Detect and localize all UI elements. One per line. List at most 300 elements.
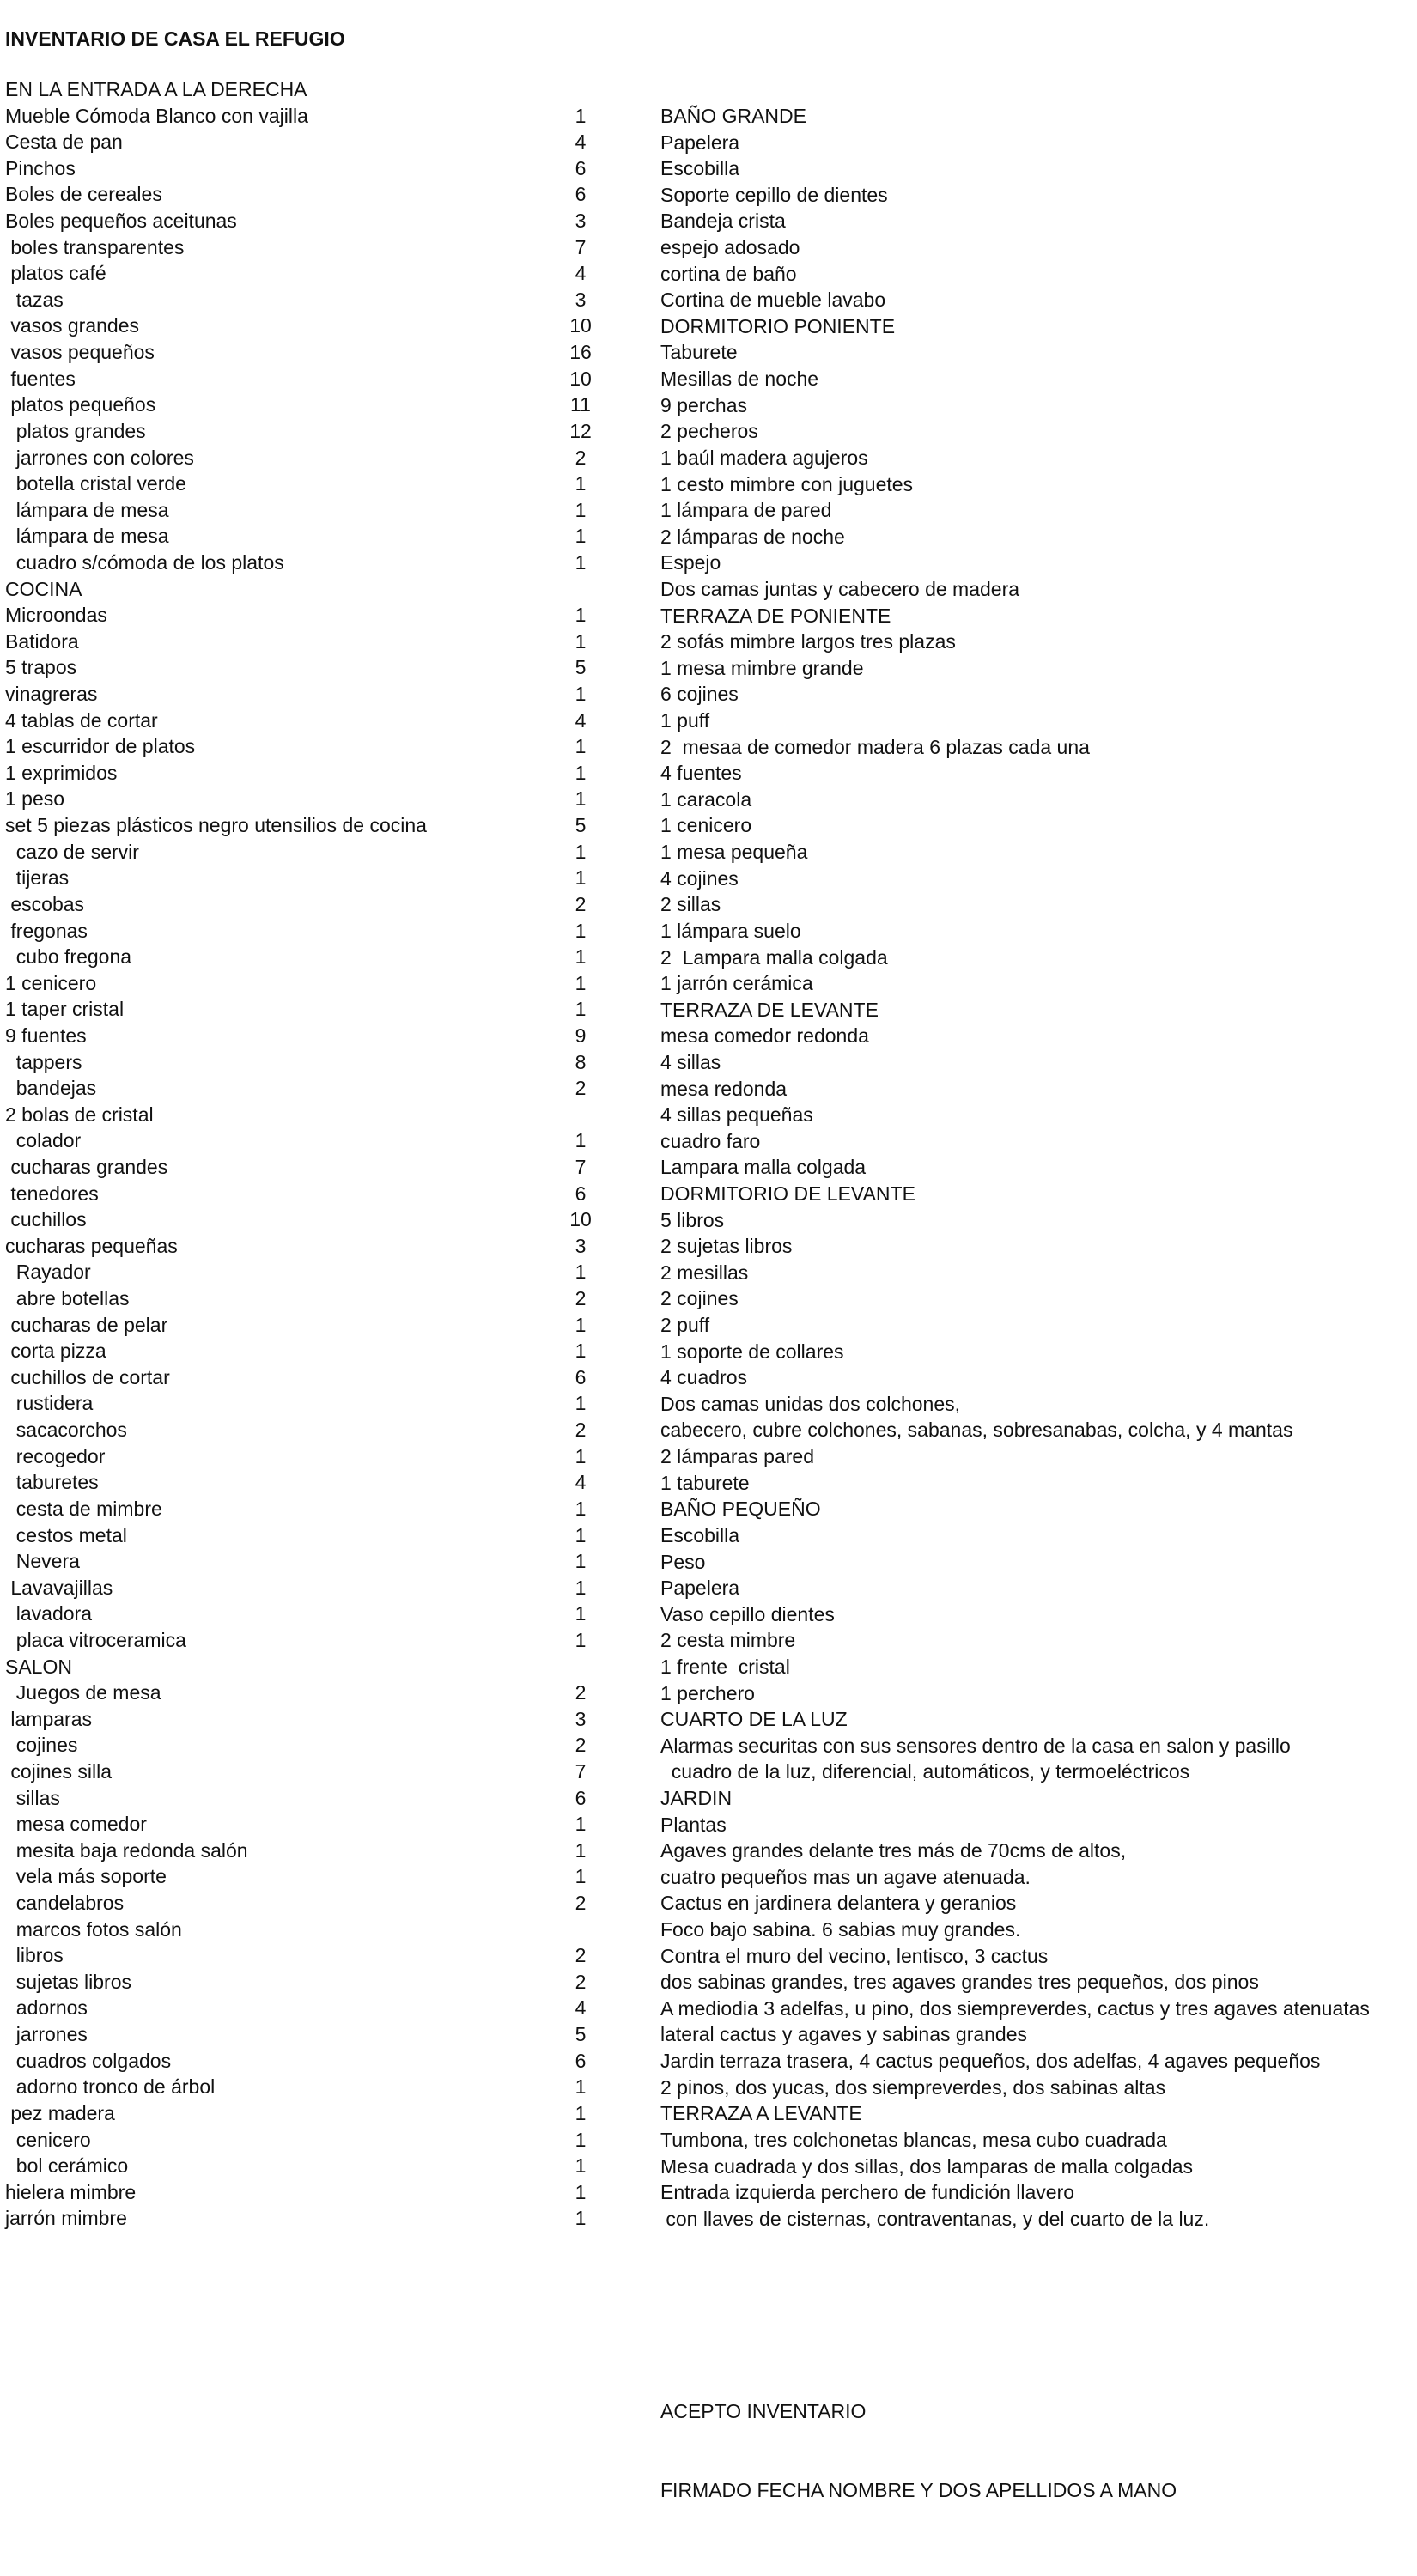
inventory-row: [660, 603, 1416, 629]
item-name: botella cristal verde: [5, 472, 186, 495]
inventory-row: [660, 1522, 1416, 1549]
item-name: CUARTO DE LA LUZ: [660, 1708, 848, 1731]
inventory-row: [660, 1654, 1416, 1680]
item-quantity: 1: [575, 1261, 587, 1284]
item-quantity: 1: [575, 2101, 587, 2124]
item-quantity: 1: [575, 1813, 587, 1836]
inventory-row: [5, 1206, 623, 1233]
item-name: jarrón mimbre: [5, 2207, 127, 2230]
item-name: 2 sujetas libros: [660, 1235, 793, 1258]
inventory-row: [5, 1863, 623, 1890]
item-quantity: 1: [575, 2075, 587, 2099]
item-name: 2 cojines: [660, 1287, 739, 1310]
inventory-row: [660, 130, 1416, 156]
inventory-row: [5, 2021, 623, 2048]
item-name: Juegos de mesa: [5, 1681, 161, 1704]
item-name: Batidora: [5, 629, 79, 653]
item-name: DORMITORIO PONIENTE: [660, 314, 896, 337]
item-name: vela más soporte: [5, 1865, 167, 1888]
item-name: lámpara de mesa: [5, 498, 169, 521]
inventory-row: [660, 155, 1416, 182]
item-name: COCINA: [5, 577, 82, 600]
item-quantity: 2: [575, 1681, 587, 1704]
inventory-row: [5, 1575, 623, 1601]
item-quantity: 5: [575, 814, 587, 837]
inventory-row: [660, 1154, 1416, 1181]
item-quantity: 9: [575, 1024, 587, 1047]
item-name: vasos grandes: [5, 314, 139, 337]
inventory-row: [660, 655, 1416, 682]
item-name: Contra el muro del vecino, lentisco, 3 cactus: [660, 1944, 1049, 1967]
item-name: DORMITORIO DE LEVANTE: [660, 1182, 915, 1205]
inventory-row: [5, 2074, 623, 2100]
inventory-row: [660, 1049, 1416, 1076]
item-name: 2 pecheros: [660, 420, 758, 443]
item-name: 9 fuentes: [5, 1024, 87, 1047]
item-name: 2 lámparas de noche: [660, 525, 845, 548]
item-name: cuadro s/cómoda de los platos: [5, 550, 284, 574]
item-quantity: 1: [575, 866, 587, 890]
inventory-row: [660, 2100, 1416, 2127]
item-name: Alarmas securitas con sus sensores dentro de la casa en salon y pasillo: [660, 1734, 1291, 1757]
item-quantity: 2: [575, 1287, 587, 1310]
item-quantity: 1: [575, 683, 587, 706]
inventory-row: [660, 392, 1416, 419]
item-quantity: 1: [575, 1523, 587, 1546]
inventory-row: [5, 1811, 623, 1838]
item-quantity: 1: [575, 2154, 587, 2178]
item-name: platos pequeños: [5, 393, 156, 416]
item-name: 5 libros: [660, 1208, 725, 1231]
item-name: candelabros: [5, 1892, 125, 1915]
inventory-row: [660, 1128, 1416, 1155]
item-quantity: 2: [575, 1734, 587, 1757]
inventory-row: [5, 1759, 623, 1785]
item-name: Cesta de pan: [5, 131, 123, 154]
inventory-row: [5, 681, 623, 708]
item-name: cesta de mimbre: [5, 1497, 162, 1520]
inventory-row: [5, 733, 623, 760]
item-name: 5 trapos: [5, 656, 77, 679]
item-name: cuatro pequeños mas un agave atenuada.: [660, 1865, 1031, 1888]
item-name: bandejas: [5, 1077, 97, 1100]
item-quantity: 1: [575, 1340, 587, 1363]
inventory-row: [660, 2154, 1416, 2180]
item-name: Mesa cuadrada y dos sillas, dos lamparas de malla colgadas: [660, 2154, 1194, 2178]
inventory-row: [660, 708, 1416, 734]
inventory-row: [5, 550, 623, 576]
item-name: recogedor: [5, 1444, 106, 1467]
item-name: Plantas: [660, 1813, 727, 1836]
item-name: Peso: [660, 1550, 706, 1573]
inventory-row: [660, 1207, 1416, 1234]
inventory-row: [5, 1233, 623, 1260]
item-quantity: 1: [575, 1444, 587, 1467]
item-name: 1 taper cristal: [5, 998, 125, 1021]
item-name: mesa comedor: [5, 1813, 147, 1836]
inventory-row: [660, 1996, 1416, 2022]
inventory-row: [5, 1732, 623, 1759]
item-name: Lampara malla colgada: [660, 1156, 867, 1179]
item-quantity: 1: [575, 1576, 587, 1599]
inventory-row: [5, 839, 623, 866]
inventory-row: [5, 2179, 623, 2206]
inventory-row: [660, 1785, 1416, 1812]
signature-instruction-text: FIRMADO FECHA NOMBRE Y DOS APELLIDOS A MANO: [660, 2479, 1177, 2501]
item-name: 4 sillas pequeñas: [660, 1103, 813, 1127]
document-title: INVENTARIO DE CASA EL REFUGIO: [5, 27, 345, 50]
inventory-row: [660, 234, 1416, 261]
item-name: hielera mimbre: [5, 2180, 137, 2203]
inventory-row: [660, 1680, 1416, 1707]
inventory-row: [5, 1469, 623, 1496]
inventory-row: [5, 1443, 623, 1470]
inventory-row: [660, 2075, 1416, 2101]
inventory-row: [5, 445, 623, 471]
inventory-row: [660, 1969, 1416, 1996]
item-name: Entrada izquierda perchero de fundición llavero: [660, 2181, 1075, 2204]
inventory-row: [5, 1181, 623, 1207]
inventory-row: [5, 1680, 623, 1706]
item-name: 2 bolas de cristal: [5, 1103, 154, 1126]
item-name: 2 sofás mimbre largos tres plazas: [660, 630, 956, 653]
item-name: BAÑO GRANDE: [660, 105, 806, 127]
item-quantity: 1: [575, 550, 587, 574]
item-quantity: 6: [575, 183, 587, 206]
item-quantity: 3: [575, 1707, 587, 1730]
item-quantity: 2: [575, 1944, 587, 1967]
inventory-row: [660, 866, 1416, 892]
inventory-row: [660, 1706, 1416, 1733]
item-name: Boles pequeños aceitunas: [5, 210, 237, 233]
inventory-row: [5, 812, 623, 839]
inventory-row: [660, 812, 1416, 839]
item-name: placa vitroceramica: [5, 1628, 186, 1651]
item-quantity: 2: [575, 1419, 587, 1442]
inventory-row: [660, 1943, 1416, 1970]
inventory-row: [660, 524, 1416, 550]
inventory-row: [5, 129, 623, 155]
inventory-row: [5, 1522, 623, 1549]
item-quantity: 7: [575, 235, 587, 258]
inventory-row: [660, 629, 1416, 655]
inventory-row: [660, 1627, 1416, 1654]
item-quantity: 1: [575, 971, 587, 994]
item-name: marcos fotos salón: [5, 1917, 182, 1941]
item-name: tappers: [5, 1050, 82, 1073]
item-name: 1 perchero: [660, 1681, 755, 1704]
inventory-row: [5, 654, 623, 681]
inventory-row: [5, 576, 623, 603]
item-quantity: 3: [575, 1234, 587, 1257]
inventory-row: [5, 1654, 623, 1680]
item-name: sujetas libros: [5, 1970, 132, 1993]
inventory-row: [5, 1942, 623, 1969]
item-quantity: 1: [575, 1838, 587, 1862]
inventory-row: [660, 681, 1416, 708]
item-name: Boles de cereales: [5, 183, 162, 206]
item-name: 1 soporte de collares: [660, 1340, 844, 1363]
item-quantity: 3: [575, 288, 587, 311]
item-name: cuadros colgados: [5, 2049, 172, 2072]
item-quantity: 5: [575, 2023, 587, 2046]
item-name: 1 taburete: [660, 1471, 750, 1494]
item-name: Vaso cepillo dientes: [660, 1602, 835, 1625]
item-name: 1 baúl madera agujeros: [660, 446, 868, 469]
inventory-row: [5, 918, 623, 945]
item-quantity: 1: [575, 604, 587, 627]
item-name: Cortina de mueble lavabo: [660, 289, 886, 312]
item-name: jarrones con colores: [5, 446, 194, 469]
item-name: Dos camas juntas y cabecero de madera: [660, 577, 1020, 600]
item-name: Taburete: [660, 341, 738, 364]
inventory-row: [660, 261, 1416, 288]
inventory-row: [660, 418, 1416, 445]
item-name: cabecero, cubre colchones, sabanas, sobresanabas, colcha, y 4 mantas: [660, 1419, 1293, 1442]
item-name: abre botellas: [5, 1287, 130, 1310]
inventory-row: [5, 1075, 623, 1102]
item-name: cucharas pequeñas: [5, 1234, 178, 1257]
item-name: 1 puff: [660, 709, 710, 732]
item-name: lateral cactus y agaves y sabinas grandes: [660, 2023, 1028, 2046]
inventory-row: [660, 760, 1416, 787]
inventory-row: [660, 1023, 1416, 1049]
item-name: 2 mesaa de comedor madera 6 plazas cada una: [660, 735, 1090, 758]
inventory-row: [5, 2100, 623, 2127]
inventory-row: [5, 1023, 623, 1049]
item-name: cuchillos de cortar: [5, 1365, 170, 1388]
item-name: corta pizza: [5, 1340, 106, 1363]
inventory-row: [660, 2021, 1416, 2048]
item-quantity: 5: [575, 656, 587, 679]
item-name: con llaves de cisternas, contraventanas, y del cuarto de la luz.: [660, 2207, 1210, 2230]
item-name: 1 frente cristal: [660, 1655, 790, 1678]
item-quantity: 6: [575, 1182, 587, 1205]
inventory-row: [660, 313, 1416, 340]
item-name: 1 mesa pequeña: [660, 841, 808, 864]
inventory-row: [5, 418, 623, 445]
inventory-row: [5, 708, 623, 734]
item-name: 1 cenicero: [5, 971, 97, 994]
item-quantity: 1: [575, 1313, 587, 1336]
item-name: cuadro faro: [660, 1129, 761, 1152]
inventory-row: [5, 1706, 623, 1733]
item-quantity: 1: [575, 2128, 587, 2151]
inventory-row: [5, 1285, 623, 1312]
item-name: fregonas: [5, 919, 88, 942]
inventory-row: [5, 1049, 623, 1076]
item-name: cuadro de la luz, diferencial, automáticos, y termoeléctricos: [660, 1760, 1190, 1783]
item-name: Soporte cepillo de dientes: [660, 183, 888, 206]
item-name: sacacorchos: [5, 1419, 127, 1442]
item-name: Dos camas unidas dos colchones,: [660, 1392, 961, 1415]
item-name: tijeras: [5, 866, 70, 890]
inventory-row: [5, 392, 623, 418]
item-name: Papelera: [660, 1577, 740, 1600]
item-name: Bandeja crista: [660, 210, 786, 233]
item-name: adorno tronco de árbol: [5, 2075, 216, 2099]
item-quantity: 2: [575, 1892, 587, 1915]
inventory-row: [660, 1312, 1416, 1339]
inventory-row: [660, 1364, 1416, 1391]
inventory-row: [660, 1417, 1416, 1443]
inventory-row: [660, 2048, 1416, 2075]
inventory-row: [660, 2127, 1416, 2154]
item-name: mesa redonda: [660, 1077, 788, 1100]
inventory-row: [660, 918, 1416, 945]
item-quantity: 3: [575, 210, 587, 233]
item-quantity: 1: [575, 1628, 587, 1651]
item-name: lavadora: [5, 1602, 93, 1625]
item-name: cucharas grandes: [5, 1155, 168, 1178]
item-quantity: 4: [575, 1996, 587, 2020]
item-quantity: 4: [575, 708, 587, 732]
inventory-row: [660, 445, 1416, 471]
inventory-row: [660, 839, 1416, 866]
item-name: Mueble Cómoda Blanco con vajilla: [5, 104, 308, 127]
item-name: lamparas: [5, 1707, 92, 1730]
item-quantity: 1: [575, 525, 587, 548]
inventory-row: [660, 1601, 1416, 1628]
inventory-row: [660, 2179, 1416, 2206]
inventory-row: [660, 970, 1416, 997]
inventory-row: [5, 1312, 623, 1339]
item-name: cojines: [5, 1734, 78, 1757]
inventory-row: [5, 996, 623, 1023]
inventory-row: [5, 1548, 623, 1575]
inventory-row: [5, 1890, 623, 1917]
inventory-row: [660, 1917, 1416, 1943]
item-name: cestos metal: [5, 1523, 127, 1546]
inventory-row: [660, 208, 1416, 234]
item-name: 4 fuentes: [660, 762, 742, 785]
inventory-row: [5, 313, 623, 339]
item-quantity: 1: [575, 840, 587, 863]
inventory-row: [660, 1339, 1416, 1365]
inventory-row: [5, 523, 623, 550]
item-quantity: 1: [575, 787, 587, 811]
item-quantity: 4: [575, 1471, 587, 1494]
inventory-row: [5, 1338, 623, 1364]
item-name: Espejo: [660, 551, 721, 574]
inventory-row: [660, 2206, 1416, 2233]
item-quantity: 4: [575, 131, 587, 154]
item-quantity: 6: [575, 1365, 587, 1388]
item-name: Nevera: [5, 1550, 80, 1573]
inventory-row: [5, 1259, 623, 1285]
item-name: 1 peso: [5, 787, 65, 811]
item-name: dos sabinas grandes, tres agaves grandes tres pequeños, dos pinos: [660, 1971, 1259, 1994]
item-name: 1 exprimidos: [5, 761, 118, 784]
item-quantity: 1: [575, 1497, 587, 1520]
inventory-row: [5, 181, 623, 208]
item-name: cazo de servir: [5, 840, 139, 863]
item-name: Papelera: [660, 131, 740, 154]
inventory-row: [5, 103, 623, 130]
item-name: bol cerámico: [5, 2154, 129, 2178]
inventory-row: [5, 1364, 623, 1391]
item-name: 4 cojines: [660, 866, 739, 890]
inventory-row: [5, 76, 623, 103]
item-quantity: 6: [575, 156, 587, 179]
item-name: Mesillas de noche: [660, 368, 819, 391]
item-quantity: 8: [575, 1050, 587, 1073]
inventory-row: [660, 1470, 1416, 1497]
item-name: TERRAZA A LEVANTE: [660, 2102, 862, 2125]
item-quantity: 1: [575, 104, 587, 127]
item-name: espejo adosado: [660, 236, 800, 259]
item-quantity: 1: [575, 1865, 587, 1888]
inventory-row: [5, 1417, 623, 1443]
inventory-row: [5, 2205, 623, 2232]
item-quantity: 1: [575, 1129, 587, 1152]
item-name: cuchillos: [5, 1208, 87, 1231]
inventory-row: [5, 1102, 623, 1128]
item-quantity: 6: [575, 2049, 587, 2072]
item-name: vasos pequeños: [5, 341, 155, 364]
item-name: set 5 piezas plásticos negro utensilios de cocina: [5, 814, 427, 837]
inventory-row: [5, 786, 623, 812]
item-name: colador: [5, 1129, 82, 1152]
item-name: cucharas de pelar: [5, 1313, 168, 1336]
item-name: fuentes: [5, 367, 76, 390]
inventory-row: [660, 1812, 1416, 1838]
item-quantity: 4: [575, 262, 587, 285]
inventory-row: [5, 865, 623, 891]
inventory-row: [660, 366, 1416, 392]
inventory-row: [5, 891, 623, 918]
item-name: jarrones: [5, 2023, 88, 2046]
item-name: SALON: [5, 1655, 72, 1678]
item-quantity: 1: [575, 998, 587, 1021]
inventory-row: [660, 1102, 1416, 1128]
inventory-row: [5, 234, 623, 261]
inventory-row: [660, 1181, 1416, 1207]
inventory-row: [660, 497, 1416, 524]
inventory-row: [660, 945, 1416, 971]
item-name: lámpara de mesa: [5, 525, 169, 548]
item-name: Lavavajillas: [5, 1576, 113, 1599]
item-name: 2 puff: [660, 1314, 710, 1337]
item-quantity: 2: [575, 892, 587, 915]
item-name: cojines silla: [5, 1760, 112, 1783]
item-quantity: 1: [575, 735, 587, 758]
item-quantity: 1: [575, 1602, 587, 1625]
inventory-row: [660, 339, 1416, 366]
item-quantity: 6: [575, 1786, 587, 1809]
item-quantity: 1: [575, 629, 587, 653]
inventory-row: [5, 1785, 623, 1812]
item-name: 1 caracola: [660, 787, 752, 811]
item-name: 4 cuadros: [660, 1366, 748, 1389]
item-name: Rayador: [5, 1261, 91, 1284]
item-name: Microondas: [5, 604, 107, 627]
item-quantity: 2: [575, 1970, 587, 1993]
item-name: escobas: [5, 892, 85, 915]
inventory-row: [5, 497, 623, 524]
item-quantity: 7: [575, 1760, 587, 1783]
inventory-row: [5, 366, 623, 392]
item-name: 1 mesa mimbre grande: [660, 656, 864, 679]
item-quantity: 1: [575, 2180, 587, 2203]
item-name: 2 mesillas: [660, 1261, 749, 1284]
item-name: 1 lámpara suelo: [660, 919, 801, 942]
inventory-row: [660, 471, 1416, 498]
item-quantity: 2: [575, 1077, 587, 1100]
item-name: Foco bajo sabina. 6 sabias muy grandes.: [660, 1918, 1021, 1941]
item-quantity: 1: [575, 498, 587, 521]
item-name: A mediodia 3 adelfas, u pino, dos siempreverdes, cactus y tres agaves atenuatas: [660, 1996, 1370, 2020]
